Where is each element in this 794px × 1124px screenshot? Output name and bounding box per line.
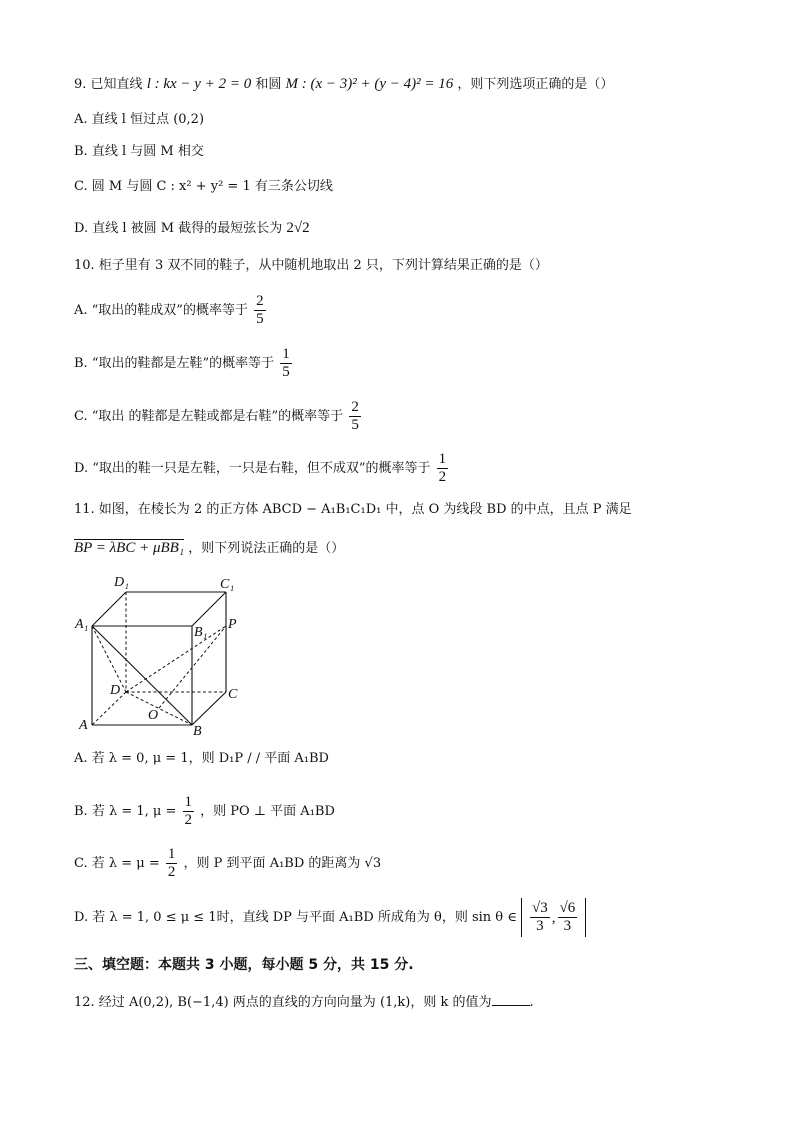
fraction-denominator: 5 <box>282 364 290 380</box>
cube-figure <box>74 572 244 736</box>
label-a1: A₁ <box>75 617 89 632</box>
fraction-denominator: 5 <box>351 417 359 433</box>
q12-answer-blank[interactable] <box>492 993 530 1006</box>
q9-line-equation: l : kx − y + 2 = 0 <box>146 76 252 92</box>
q11-option-d-prefix: D. 若 λ = 1, 0 ≤ μ ≤ 1时，直线 DP 与平面 A₁BD 所成角为 θ，则 sin θ ∈ <box>74 910 517 925</box>
q9-stem-suffix: ，则下列选项正确的是（） <box>457 77 614 92</box>
interval-lower <box>530 900 550 935</box>
edge-b1c1 <box>192 592 226 626</box>
q11-option-a: A. 若 λ = 0, μ = 1，则 D₁P / / 平面 A₁BD <box>74 751 329 766</box>
fraction-numerator: 2 <box>351 399 359 415</box>
q9-option-a: A. 直线 l 恒过点 (0,2) <box>74 112 205 127</box>
q11-option-b-suffix: ，则 PO ⊥ 平面 A₁BD <box>200 804 335 819</box>
q10-option-b-fraction <box>280 346 292 381</box>
label-a: A <box>79 718 88 733</box>
q9-option-d-text: D. 直线 l 被圆 M 截得的最短弦长为 <box>74 221 283 236</box>
fraction-numerator: √6 <box>559 900 576 916</box>
interval-upper <box>558 900 578 935</box>
q11-option-c-prefix: C. 若 λ = μ = <box>74 856 160 871</box>
fraction-denominator: 2 <box>438 469 447 485</box>
q11-vector-equation: BP = λBC + μBB₁ <box>74 540 185 556</box>
q11-stem-line1: 11. 如图，在棱长为 2 的正方体 ABCD − A₁B₁C₁D₁ 中，点 O 为线段 BD 的中点，且点 P 满足 <box>74 502 632 517</box>
q9-option-c: C. 圆 M 与圆 C : x² + y² = 1 有三条公切线 <box>74 179 333 194</box>
line-db <box>126 692 192 725</box>
q10-option-a-fraction <box>254 293 266 328</box>
q10-option-c-fraction <box>349 399 361 434</box>
q10-option-b-text: B. “取出的鞋都是左鞋”的概率等于 <box>74 356 275 371</box>
q12-period: . <box>529 995 534 1010</box>
label-d: D <box>110 683 121 698</box>
q10-option-c-text: C. “取出 的鞋都是左鞋或都是右鞋”的概率等于 <box>74 409 344 424</box>
q9-stem <box>74 74 613 95</box>
fraction-numerator: 1 <box>167 846 176 862</box>
q10-option-d-fraction <box>437 451 449 486</box>
q10-option-b <box>74 346 294 381</box>
fraction-numerator: 1 <box>184 794 192 810</box>
q12-stem-text: 12. 经过 A(0,2), B(−1,4) 两点的直线的方向向量为 (1,k)，则 k 的值为 <box>74 995 492 1010</box>
q11-option-b <box>74 794 335 829</box>
q10-stem: 10. 柜子里有 3 双不同的鞋子，从中随机地取出 2 只，下列计算结果正确的是（） <box>74 258 548 273</box>
q9-option-b: B. 直线 l 与圆 M 相交 <box>74 144 204 159</box>
line-a1b <box>92 626 192 725</box>
line-dp <box>126 626 226 692</box>
q11-option-d-interval <box>521 898 586 937</box>
q10-option-d-text: D. “取出的鞋一只是左鞋，一只是右鞋，但不成双”的概率等于 <box>74 461 431 476</box>
fraction-denominator: 2 <box>184 812 192 828</box>
fraction-numerator: 1 <box>438 451 447 467</box>
fraction-numerator: 1 <box>282 346 290 362</box>
q11-option-c-fraction <box>166 846 178 881</box>
q10-option-a <box>74 293 268 328</box>
edge-ad <box>92 692 126 725</box>
label-c: C <box>228 687 238 702</box>
fraction-denominator: 2 <box>167 864 176 880</box>
fraction-denominator: 5 <box>256 311 264 327</box>
q9-stem-prefix: 9. 已知直线 <box>74 77 143 92</box>
label-p: P <box>228 617 237 632</box>
line-a1d <box>92 626 126 692</box>
q11-option-d <box>74 898 586 937</box>
q11-option-b-fraction <box>183 794 195 829</box>
q11-option-c <box>74 846 381 881</box>
interval-comma: , <box>551 909 556 926</box>
label-c1: C₁ <box>220 577 235 592</box>
fraction-numerator: 2 <box>256 293 264 309</box>
section-3-heading: 三、填空题：本题共 3 小题，每小题 5 分，共 15 分. <box>74 957 414 973</box>
label-b1: B₁ <box>194 625 208 640</box>
q12-stem <box>74 993 534 1013</box>
fraction-numerator: √3 <box>532 900 548 916</box>
q11-stem-suffix: ，则下列说法正确的是（） <box>188 541 345 556</box>
q11-option-c-suffix: ，则 P 到平面 A₁BD 的距离为 √3 <box>183 856 382 871</box>
q9-option-d-value: 2√2 <box>286 220 310 236</box>
q11-stem-line2 <box>74 538 344 559</box>
q10-option-d <box>74 451 450 486</box>
q9-option-d <box>74 218 310 239</box>
q10-option-a-text: A. “取出的鞋成双”的概率等于 <box>74 303 248 318</box>
edge-bc <box>192 692 226 725</box>
fraction-denominator: 3 <box>563 918 572 934</box>
q11-option-b-prefix: B. 若 λ = 1, μ = <box>74 804 177 819</box>
q10-option-c <box>74 399 363 434</box>
q9-circle-equation: M : (x − 3)² + (y − 4)² = 16 <box>285 76 454 92</box>
q9-and: 和圆 <box>255 77 282 92</box>
label-d1: D₁ <box>114 575 129 590</box>
edge-a1d1 <box>92 592 126 626</box>
fraction-denominator: 3 <box>536 918 544 934</box>
label-b: B <box>193 724 202 736</box>
label-o: O <box>148 708 159 723</box>
